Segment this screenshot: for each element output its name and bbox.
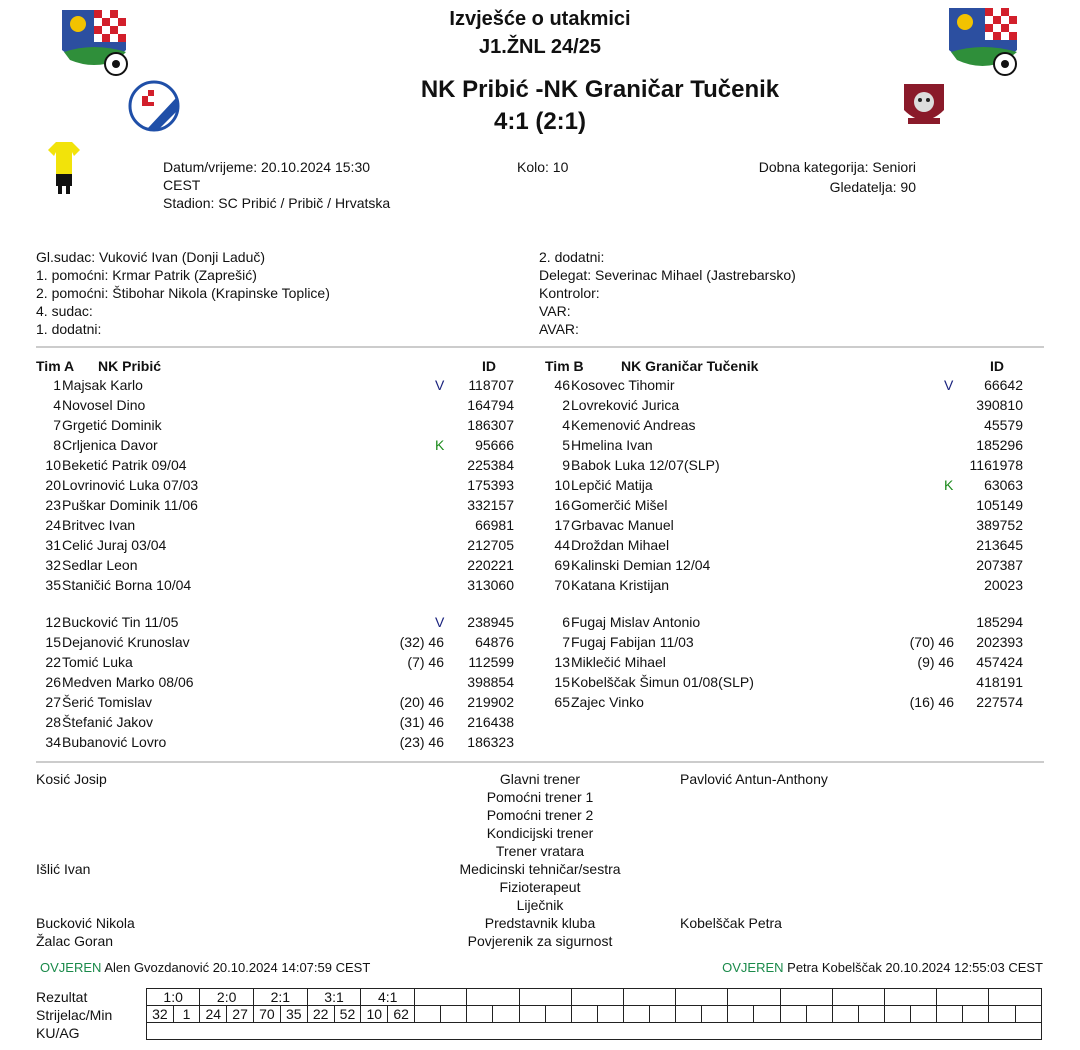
staff-member-team-a: Kosić Josip (36, 771, 107, 787)
official-line: 4. sudac: (36, 303, 93, 319)
substitution-info: (70) 46 (909, 634, 954, 650)
player-number: 15 (45, 634, 61, 650)
substitution-info: (32) 46 (399, 634, 444, 650)
player-name: Kalinski Demian 12/04 (571, 557, 711, 573)
player-id: 313060 (467, 577, 514, 593)
player-row (0, 495, 1080, 515)
player-id: 1161978 (969, 457, 1023, 473)
player-id: 202393 (976, 634, 1023, 650)
player-number: 22 (45, 654, 61, 670)
datetime: Datum/vrijeme: 20.10.2024 15:30 (163, 159, 371, 175)
player-id: 238945 (467, 614, 514, 630)
player-name: Kemenović Andreas (571, 417, 696, 433)
player-id: 390810 (976, 397, 1023, 413)
player-number: 24 (45, 517, 61, 533)
result-cell (728, 989, 780, 1006)
player-row (0, 632, 1080, 652)
minute-cell (597, 1006, 623, 1023)
player-name: Medven Marko 08/06 (62, 674, 194, 690)
label-scorer: Strijelac/Min (36, 1007, 113, 1023)
player-name: Babok Luka 12/07(SLP) (571, 457, 720, 473)
divider (36, 761, 1044, 763)
player-row (0, 692, 1080, 712)
scorer-cell (676, 1006, 702, 1023)
minute-cell: 35 (280, 1006, 307, 1023)
team-b-id-header: ID (990, 358, 1004, 374)
result-cell: 4:1 (361, 989, 415, 1006)
player-number: 6 (562, 614, 570, 630)
verified-word: OVJEREN (722, 960, 784, 975)
player-id: 220221 (467, 557, 514, 573)
scorer-cell: 70 (254, 1006, 281, 1023)
result-cell: 1:0 (147, 989, 200, 1006)
result-cell (832, 989, 884, 1006)
player-name: Tomić Luka (62, 654, 133, 670)
player-id: 185294 (976, 614, 1023, 630)
round: Kolo: 10 (517, 159, 569, 175)
player-number: 32 (45, 557, 61, 573)
result-cell (676, 989, 728, 1006)
player-id: 175393 (467, 477, 514, 493)
player-row (0, 515, 1080, 535)
label-result: Rezultat (36, 989, 88, 1005)
player-name: Zajec Vinko (571, 694, 644, 710)
player-row (0, 712, 1080, 732)
officials-left (36, 248, 330, 338)
player-row (0, 455, 1080, 475)
player-number: 44 (554, 537, 570, 553)
player-number: 1 (53, 377, 61, 393)
captain-flag: K (944, 477, 954, 493)
player-number: 27 (45, 694, 61, 710)
official-line: 2. dodatni: (539, 249, 605, 265)
verified-right (722, 960, 1043, 975)
player-row (0, 535, 1080, 555)
player-id: 219902 (467, 694, 514, 710)
team-a-label: Tim A (36, 358, 75, 374)
player-name: Štefanić Jakov (62, 714, 154, 730)
scorer-cell (937, 1006, 963, 1023)
verified-right-text: Petra Kobelščak 20.10.2024 12:55:03 CEST (787, 960, 1043, 975)
player-row (0, 395, 1080, 415)
team-a-name: NK Pribić (98, 358, 162, 374)
player-id: 95666 (475, 437, 514, 453)
scorer-cell: 22 (307, 1006, 334, 1023)
match-score: 4:1 (2:1) (493, 108, 587, 135)
player-number: 5 (562, 437, 570, 453)
result-cell (623, 989, 675, 1006)
scorer-cell (623, 1006, 649, 1023)
minute-cell (963, 1006, 989, 1023)
player-id: 63063 (984, 477, 1023, 493)
verified-left-text: Alen Gvozdanović 20.10.2024 14:07:59 CEST (104, 960, 371, 975)
minute-cell (911, 1006, 937, 1023)
team-b-name: NK Graničar Tučenik (621, 358, 759, 374)
timezone: CEST (163, 177, 201, 193)
player-number: 12 (45, 614, 61, 630)
scorer-cell (415, 1006, 441, 1023)
player-row (0, 435, 1080, 455)
scorer-cell (832, 1006, 858, 1023)
player-row (0, 555, 1080, 575)
player-number: 15 (554, 674, 570, 690)
result-table (146, 988, 1042, 1040)
player-name: Lovreković Jurica (571, 397, 680, 413)
player-id: 418191 (976, 674, 1023, 690)
player-number: 31 (45, 537, 61, 553)
player-id: 186323 (467, 734, 514, 750)
team-a-id-header: ID (482, 358, 496, 374)
player-id: 112599 (468, 654, 514, 670)
player-name: Puškar Dominik 11/06 (62, 497, 198, 513)
substitution-info: (31) 46 (399, 714, 444, 730)
result-cell (571, 989, 623, 1006)
substitution-info: (23) 46 (399, 734, 444, 750)
staff-member-team-b: Kobelščak Petra (680, 915, 782, 931)
player-name: Bucković Tin 11/05 (62, 614, 179, 630)
captain-flag: K (435, 437, 445, 453)
player-name: Katana Kristijan (571, 577, 670, 593)
scorer-row (147, 1006, 1042, 1023)
goalkeeper-flag: V (435, 614, 445, 630)
player-name: Dejanović Krunoslav (62, 634, 190, 650)
result-cell: 2:0 (200, 989, 254, 1006)
player-row (0, 652, 1080, 672)
result-cell (415, 989, 467, 1006)
scorer-cell (571, 1006, 597, 1023)
spectators: Gledatelja: 90 (829, 179, 916, 195)
player-name: Lovrinović Luka 07/03 (62, 477, 199, 493)
result-cell (467, 989, 519, 1006)
player-row (0, 672, 1080, 692)
staff-member-team-b: Pavlović Antun-Anthony (680, 771, 828, 787)
player-id: 216438 (467, 714, 514, 730)
player-name: Droždan Mihael (571, 537, 670, 553)
minute-cell (1015, 1006, 1041, 1023)
official-line: 1. pomoćni: Krmar Patrik (Zaprešić) (36, 267, 257, 283)
player-name: Britvec Ivan (62, 517, 136, 533)
staff-role: Povjerenik za sigurnost (467, 933, 613, 949)
player-name: Šerić Tomislav (62, 694, 152, 710)
report-title: Izvješće o utakmici (449, 8, 631, 30)
scorer-cell (989, 1006, 1015, 1023)
scorer-cell (467, 1006, 493, 1023)
player-row (0, 612, 1080, 632)
league-title: J1.ŽNL 24/25 (479, 36, 601, 58)
player-id: 45579 (984, 417, 1023, 433)
player-number: 26 (45, 674, 61, 690)
player-id: 398854 (467, 674, 514, 690)
result-cell (937, 989, 989, 1006)
player-name: Crljenica Davor (62, 437, 158, 453)
player-number: 16 (554, 497, 570, 513)
result-cell: 3:1 (307, 989, 361, 1006)
officials-right (539, 248, 796, 338)
team-b-label: Tim B (545, 358, 584, 374)
ku-ag-cell (147, 1023, 1042, 1040)
player-number: 9 (562, 457, 570, 473)
player-name: Lepčić Matija (571, 477, 653, 493)
player-name: Kosovec Tihomir (571, 377, 675, 393)
player-number: 8 (53, 437, 61, 453)
player-name: Celić Juraj 03/04 (62, 537, 167, 553)
player-row (0, 475, 1080, 495)
result-cell (519, 989, 571, 1006)
player-name: Kobelščak Šimun 01/08(SLP) (571, 674, 754, 690)
player-row (0, 415, 1080, 435)
player-id: 185296 (976, 437, 1023, 453)
player-name: Hmelina Ivan (571, 437, 653, 453)
minute-cell (858, 1006, 884, 1023)
minute-cell (493, 1006, 519, 1023)
minute-cell: 1 (173, 1006, 199, 1023)
staff-role: Glavni trener (499, 771, 581, 787)
result-row (147, 989, 1042, 1006)
player-number: 2 (562, 397, 570, 413)
staff-role: Pomoćni trener 1 (486, 789, 594, 805)
player-number: 17 (554, 517, 570, 533)
player-number: 28 (45, 714, 61, 730)
scorer-cell (519, 1006, 545, 1023)
staff-member-team-a: Žalac Goran (36, 933, 114, 949)
player-id: 212705 (467, 537, 514, 553)
verified-word: OVJEREN (40, 960, 102, 975)
player-number: 35 (45, 577, 61, 593)
player-id: 66642 (984, 377, 1023, 393)
label-ku-ag: KU/AG (36, 1025, 80, 1041)
staff-role: Pomoćni trener 2 (486, 807, 594, 823)
player-name: Staničić Borna 10/04 (62, 577, 192, 593)
official-line: Kontrolor: (539, 285, 600, 301)
minute-cell (650, 1006, 676, 1023)
staff-member-team-a: Išlić Ivan (36, 861, 91, 877)
result-cell: 2:1 (254, 989, 308, 1006)
player-id: 105149 (976, 497, 1023, 513)
staff-role: Fizioterapeut (499, 879, 581, 895)
player-number: 10 (45, 457, 61, 473)
official-line: 1. dodatni: (36, 321, 102, 337)
substitution-info: (9) 46 (917, 654, 954, 670)
player-row (0, 575, 1080, 595)
player-id: 213645 (976, 537, 1023, 553)
official-line: AVAR: (539, 321, 579, 337)
player-id: 207387 (976, 557, 1023, 573)
player-id: 457424 (976, 654, 1023, 670)
goalkeeper-flag: V (944, 377, 954, 393)
staff-role: Predstavnik kluba (484, 915, 596, 931)
player-name: Gomerčić Mišel (571, 497, 668, 513)
scorer-cell (728, 1006, 754, 1023)
player-id: 164794 (467, 397, 514, 413)
staff-role: Trener vratara (495, 843, 585, 859)
nk-granicar-tucenik-logo-icon (900, 80, 948, 130)
player-row (0, 375, 1080, 395)
substitution-info: (20) 46 (399, 694, 444, 710)
player-number: 20 (45, 477, 61, 493)
player-number: 4 (53, 397, 61, 413)
match-title: NK Pribić -NK Graničar Tučenik (420, 76, 780, 103)
player-id: 389752 (976, 517, 1023, 533)
ku-ag-row (147, 1023, 1042, 1040)
player-id: 66981 (475, 517, 514, 533)
staff-role: Liječnik (516, 897, 564, 913)
player-id: 225384 (467, 457, 514, 473)
player-id: 118707 (468, 377, 514, 393)
player-name: Grbavac Manuel (571, 517, 674, 533)
player-name: Miklečić Mihael (571, 654, 666, 670)
player-name: Fugaj Mislav Antonio (571, 614, 701, 630)
player-number: 10 (554, 477, 570, 493)
player-row (0, 732, 1080, 752)
player-name: Grgetić Dominik (62, 417, 162, 433)
minute-cell (754, 1006, 780, 1023)
player-number: 7 (53, 417, 61, 433)
player-id: 227574 (976, 694, 1023, 710)
minute-cell: 27 (227, 1006, 254, 1023)
substitution-info: (7) 46 (407, 654, 444, 670)
official-line: Gl.sudac: Vuković Ivan (Donji Laduč) (36, 249, 266, 265)
player-number: 65 (554, 694, 570, 710)
official-line: Delegat: Severinac Mihael (Jastrebarsko) (539, 267, 796, 283)
result-cell (780, 989, 832, 1006)
result-cell (885, 989, 937, 1006)
player-name: Bubanović Lovro (62, 734, 167, 750)
player-number: 7 (562, 634, 570, 650)
player-number: 70 (554, 577, 570, 593)
player-id: 186307 (467, 417, 514, 433)
player-id: 20023 (984, 577, 1023, 593)
player-name: Novosel Dino (62, 397, 146, 413)
divider (36, 346, 1044, 348)
stadium: Stadion: SC Pribić / Pribič / Hrvatska (163, 195, 391, 211)
scorer-cell: 10 (361, 1006, 388, 1023)
result-cell (989, 989, 1042, 1006)
minute-cell (545, 1006, 571, 1023)
staff-role: Medicinski tehničar/sestra (459, 861, 621, 877)
player-number: 46 (554, 377, 570, 393)
player-name: Beketić Patrik 09/04 (62, 457, 187, 473)
kit-jersey-icon (48, 140, 80, 196)
player-name: Sedlar Leon (62, 557, 138, 573)
staff-role: Kondicijski trener (486, 825, 594, 841)
minute-cell (441, 1006, 467, 1023)
minute-cell (806, 1006, 832, 1023)
player-number: 13 (554, 654, 570, 670)
player-number: 23 (45, 497, 61, 513)
official-line: 2. pomoćni: Štibohar Nikola (Krapinske Toplice) (36, 285, 330, 301)
player-number: 69 (554, 557, 570, 573)
verified-left (40, 960, 370, 975)
minute-cell: 62 (388, 1006, 415, 1023)
goalkeeper-flag: V (435, 377, 445, 393)
player-id: 64876 (475, 634, 514, 650)
player-number: 34 (45, 734, 61, 750)
staff-member-team-a: Bucković Nikola (36, 915, 135, 931)
minute-cell (702, 1006, 728, 1023)
scorer-cell: 24 (200, 1006, 227, 1023)
scorer-cell: 32 (147, 1006, 174, 1023)
minute-cell: 52 (334, 1006, 361, 1023)
player-id: 332157 (467, 497, 514, 513)
scorer-cell (780, 1006, 806, 1023)
player-number: 4 (562, 417, 570, 433)
substitution-info: (16) 46 (909, 694, 954, 710)
player-name: Fugaj Fabijan 11/03 (571, 634, 694, 650)
scorer-cell (885, 1006, 911, 1023)
player-name: Majsak Karlo (62, 377, 143, 393)
official-line: VAR: (539, 303, 571, 319)
nk-pribic-logo-icon (128, 80, 180, 132)
age-category: Dobna kategorija: Seniori (758, 159, 916, 175)
